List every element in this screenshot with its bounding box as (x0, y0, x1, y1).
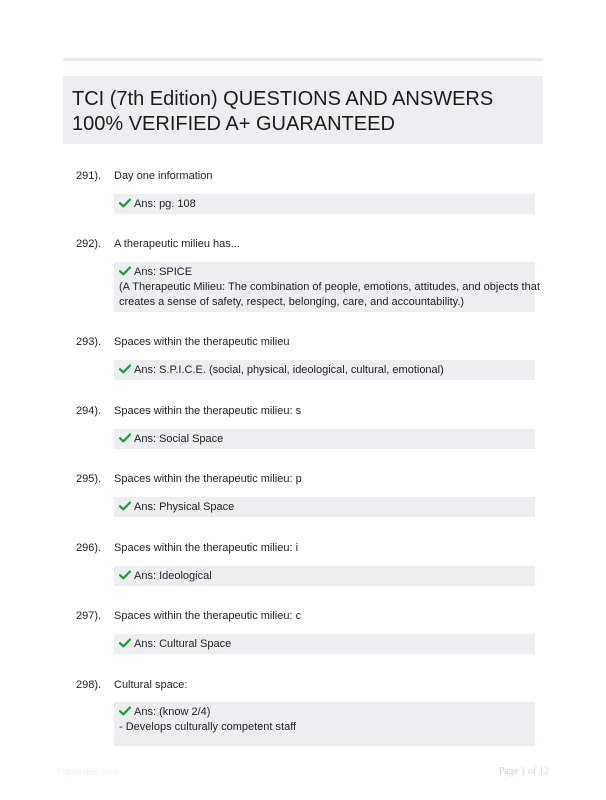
question-number: 296). (76, 542, 102, 554)
answer-line: creates a sense of safety, respect, belonging, care, and accountability.) (119, 296, 465, 308)
question-text: Spaces within the therapeutic milieu: s (114, 405, 302, 417)
check-icon (119, 433, 131, 443)
check-icon (119, 638, 131, 648)
document-title-line-1: TCI (7th Edition) QUESTIONS AND ANSWERS (72, 88, 494, 110)
answer-line: Ans: pg. 108 (134, 198, 196, 210)
answer-line: Ans: SPICE (134, 266, 193, 278)
question-number: 297). (76, 610, 102, 622)
answer-line: Ans: Cultural Space (134, 638, 232, 650)
answer-line: Ans: Physical Space (134, 501, 235, 513)
question-text: Spaces within the therapeutic milieu: c (114, 610, 302, 622)
answer-box (114, 360, 535, 380)
top-rule (63, 58, 543, 61)
check-icon (119, 706, 131, 716)
check-icon (119, 501, 131, 511)
question-number: 295). (76, 473, 102, 485)
answer-box (114, 702, 535, 746)
answer-box (114, 566, 535, 586)
check-icon (119, 364, 131, 374)
check-icon (119, 198, 131, 208)
answer-line: Ans: Social Space (134, 433, 224, 445)
footer-watermark: Papersbic.com (58, 767, 118, 777)
answer-box (114, 262, 540, 312)
question-text: Spaces within the therapeutic milieu (114, 336, 290, 348)
answer-line: Ans: (know 2/4) (134, 706, 211, 718)
document-title-line-2: 100% VERIFIED A+ GUARANTEED (72, 113, 395, 135)
question-number: 298). (76, 679, 102, 691)
check-icon (119, 266, 131, 276)
check-icon (119, 570, 131, 580)
answer-box (114, 194, 535, 214)
answer-line: Ans: Ideological (134, 570, 212, 582)
answer-box (114, 634, 535, 654)
question-text: Spaces within the therapeutic milieu: p (114, 473, 302, 485)
question-text: Spaces within the therapeutic milieu: i (114, 542, 299, 554)
question-text: Cultural space: (114, 679, 188, 691)
answer-box (114, 497, 535, 517)
question-text: A therapeutic milieu has... (114, 238, 240, 250)
question-number: 293). (76, 336, 102, 348)
question-number: 291). (76, 170, 102, 182)
document-title-box (63, 76, 543, 144)
answer-line: - Develops culturally competent staff (119, 721, 297, 733)
question-number: 292). (76, 238, 102, 250)
answer-line: (A Therapeutic Milieu: The combination of people, emotions, attitudes, and objects that (119, 281, 540, 293)
question-text: Day one information (114, 170, 213, 182)
page-number: Page 1 of 12 (498, 766, 549, 777)
answer-box (114, 429, 535, 449)
answer-line: Ans: S.P.I.C.E. (social, physical, ideological, cultural, emotional) (134, 364, 444, 376)
question-number: 294). (76, 405, 102, 417)
